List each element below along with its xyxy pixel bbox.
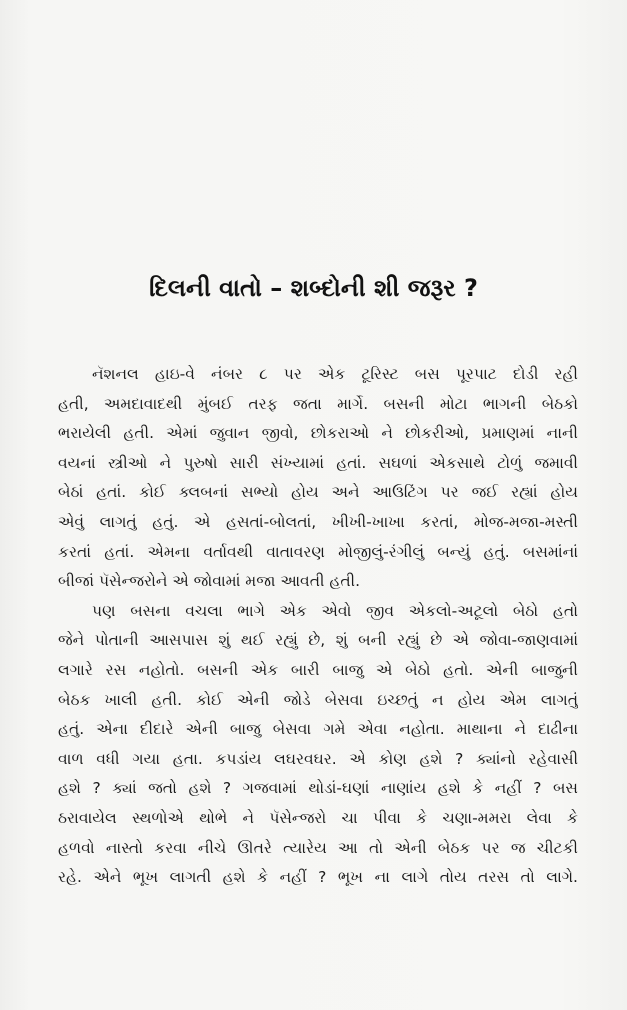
- text-line: ભરાયેલી હતી. એમાં જુવાન જીવો, છોકરાઓ ને છોકરીઓ, પ્રમાણમાં નાની: [58, 424, 578, 443]
- text-line: હશે ? ક્યાં જતો હશે ? ગજવામાં થોડાં-ઘણાં નાણાંય હશે કે નહીં ? બસ: [58, 779, 578, 798]
- text-line: નૅશનલ હાઇ-વે નંબર ૮ પર એક ટૂરિસ્ટ બસ પૂરપાટ દોડી રહી: [92, 365, 578, 383]
- text-line: હતું. એના દીદારે એની બાજુ બેસવા ગમે એવા નહોતા. માથાના ને દાઢીના: [58, 720, 578, 739]
- text-line: હતી, અમદાવાદથી મુંબઈ તરફ જતા માર્ગે. બસની મોટા ભાગની બેઠકો: [58, 394, 578, 413]
- text-line: લગારે રસ નહોતો. બસની એક બારી બાજુ એ બેઠો હતો. એની બાજુની: [58, 660, 578, 679]
- body-text: [58, 360, 578, 893]
- text-line: જેને પોતાની આસપાસ શું થઈ રહ્યું છે, શું બની રહ્યું છે એ જોવા-જાણવામાં: [58, 631, 578, 650]
- text-line: પણ બસના વચલા ભાગે એક એવો જીવ એકલો-અટૂલો બેઠો હતો: [92, 601, 578, 620]
- text-line: રહે. એને ભૂખ લાગતી હશે કે નહીં ? ભૂખ ના લાગે તોય તરસ તો લાગે.: [58, 868, 578, 887]
- text-line: વાળ વધી ગયા હતા. કપડાંય લઘરવઘર. એ કોણ હશે ? ક્યાંનો રહેવાસી: [58, 749, 578, 768]
- text-line: ઠરાવાયેલ સ્થળોએ થોભે ને પૅસેન્જરો ચા પીવા કે ચણા-મમરા લેવા કે: [58, 808, 578, 827]
- chapter-title: દિલની વાતો – શબ્દોની શી જરૂર ?: [149, 274, 478, 302]
- text-line: બેઠક ખાલી હતી. કોઈ એની જોડે બેસવા ઇચ્છતું ન હોય એમ લાગતું: [58, 690, 578, 709]
- text-line: બીજાં પૅસેન્જરોને એ જોવામાં મજા આવતી હતી.: [58, 572, 361, 591]
- text-line: વયનાં સ્ત્રીઓ ને પુરુષો સારી સંખ્યામાં હતાં. સઘળાં એકસાથે ટોળું જમાવી: [58, 453, 578, 472]
- text-line: હળવો નાસ્તો કરવા નીચે ઊતરે ત્યારેય આ તો એની બેઠક પર જ ચીટકી: [58, 838, 578, 857]
- text-line: એવું લાગતું હતું. એ હસતાં-બોલતાં, ખીખી-ખાખા કરતાં, મોજ-મજા-મસ્તી: [58, 512, 578, 531]
- text-line: કરતાં હતાં. એમના વર્તાવથી વાતાવરણ મોજીલું-રંગીલું બન્યું હતું. બસમાંનાં: [58, 542, 578, 561]
- text-line: બેઠાં હતાં. કોઈ ક્લબનાં સભ્યો હોય અને આઉટિંગ પર જઈ રહ્યાં હોય: [58, 483, 578, 502]
